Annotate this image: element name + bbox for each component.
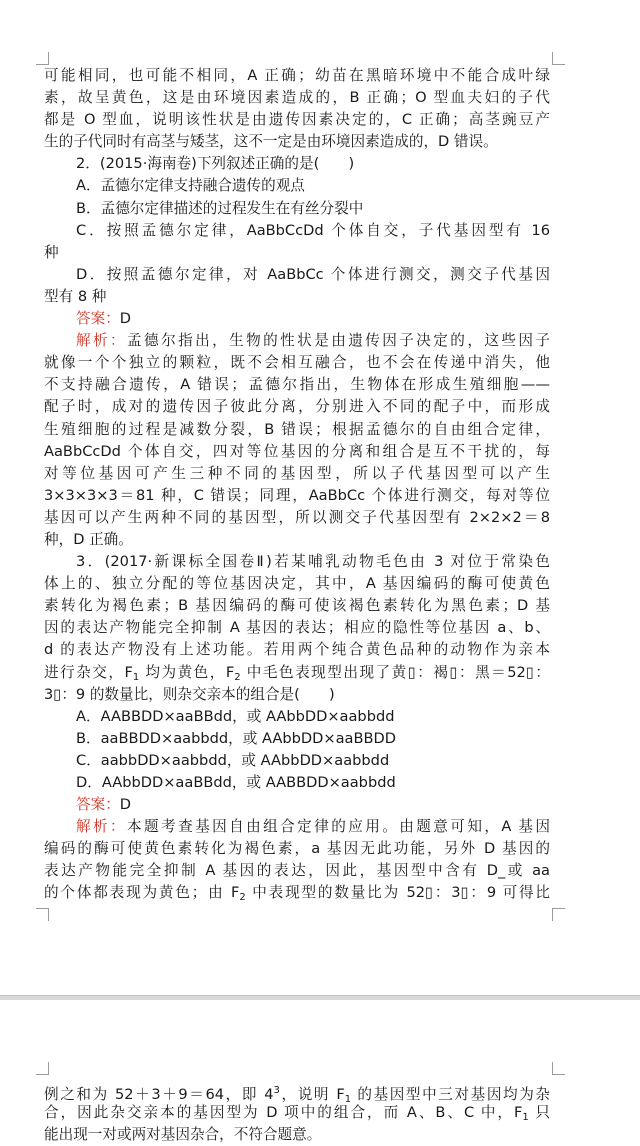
continuation-text: 例之和为 52＋3＋9＝64，即 4 [44, 1086, 274, 1103]
page-1-text [44, 65, 550, 905]
analysis-line: 表达产物能完全抑制 A 基因的表达，因此，基因型中含有 D_或 aa [44, 862, 550, 880]
analysis-line [44, 882, 550, 904]
question-3-answer [44, 794, 550, 816]
analysis-line: 生殖细胞的过程是减数分裂，B 错误；根据孟德尔的自由组合定律， [44, 420, 550, 438]
continuation-text: 的基因型中三对基因均为杂 [351, 1086, 550, 1103]
analysis-line: 基因可以产生两种不同的基因型，所以测交子代基因型有 2×2×2＝8 [44, 508, 550, 526]
question-2-option-a: A．孟德尔定律支持融合遗传的观点 [76, 177, 305, 195]
analysis-text: 中表现型的数量比为 52▯：3▯：9 可得比 [245, 884, 550, 902]
page-2-text [44, 1080, 550, 1146]
answer-label: 答案： [76, 310, 120, 328]
question-3-stem-line: d 的表达产物没有上述功能。若用两个纯合黄色品种的动物作为亲本 [44, 641, 550, 659]
stem-text: 中毛色表现型出现了黄▯：褐▯：黑＝52▯： [240, 663, 550, 681]
question-3-stem-line: 体上的、独立分配的等位基因决定，其中，A 基因编码的酶可使黄色 [44, 575, 550, 593]
superscript: 3 [273, 1085, 280, 1096]
question-2-option-b: B．孟德尔定律描述的过程发生在有丝分裂中 [76, 199, 364, 217]
page2-margin-corner-top-left [36, 1062, 49, 1075]
analysis-line: 编码的酶可使黄色素转化为褐色素，a 基因无此功能，另外 D 基因的 [44, 840, 550, 858]
subscript: 2 [239, 892, 246, 904]
question-3-option-d: D．AAbbDD×aaBBdd，或 AABBDD×aabbdd [76, 774, 396, 791]
subscript: 1 [132, 671, 140, 683]
analysis-line: 配子时，成对的遗传因子彼此分离，分别进入不同的配子中，而形成 [44, 398, 550, 416]
stem-text: 进行杂交，F [44, 663, 133, 681]
analysis-text: 本题考查基因自由组合定律的应用。由题意可知，A 基因 [127, 818, 550, 836]
subscript: 1 [344, 1094, 352, 1105]
continuation-text: 合，因此杂交亲本的基因型为 D 项中的组合，而 A、B、C 中，F [44, 1104, 523, 1122]
question-3-stem-line: 素转化为褐色素；B 基因编码的酶可使该褐色素转化为黑色素；D 基 [44, 597, 550, 615]
question-2-stem: 2．(2015·海南卷)下列叙述正确的是( ) [76, 155, 355, 173]
page-margin-corner-top-left [36, 52, 49, 65]
question-2-option-d: D．按照孟德尔定律，对 AaBbCc 个体进行测交，测交子代基因 [76, 265, 550, 283]
analysis-text: 的个体都表现为黄色；由 F [44, 884, 240, 902]
analysis-text: 孟德尔指出，生物的性状是由遗传因子决定的，这些因子 [127, 332, 550, 350]
question-3-analysis-first [44, 816, 550, 838]
page2-margin-corner-top-right [552, 1062, 565, 1075]
continuation-line [44, 1080, 550, 1105]
question-2-analysis-first [44, 330, 550, 352]
analysis-line: 种，D 正确。 [44, 530, 133, 548]
question-3-stem-cross-line [44, 662, 550, 684]
analysis-label: 解析： [76, 818, 128, 836]
continuation-line: 能出现一对或两对基因杂合，不符合题意。 [44, 1126, 322, 1144]
analysis-line: 就像一个个独立的颗粒，既不会相互融合，也不会在传递中消失，他 [44, 354, 550, 372]
question-3-stem-end: 3▯：9 的数量比，则杂交亲本的组合是( ) [44, 685, 335, 703]
question-3-stem-line: 3．(2017·新课标全国卷Ⅱ)若某哺乳动物毛色由 3 对位于常染色 [76, 553, 550, 571]
page-margin-corner-top-right [552, 52, 565, 65]
intro-line: 生的子代同时有高茎与矮茎，这不一定是由环境因素造成的，D 错误。 [44, 133, 498, 151]
answer-label: 答案： [76, 796, 120, 814]
page-margin-corner-bottom-left [36, 908, 49, 921]
question-3-stem-line: 因的表达产物能完全抑制 A 基因的表达；相应的隐性等位基因 a、b、 [44, 619, 550, 637]
analysis-line: 对等位基因可产生三种不同的基因型，所以子代基因型可以产生 [44, 464, 550, 482]
analysis-label: 解析： [76, 332, 128, 350]
continuation-line [44, 1102, 550, 1124]
analysis-line: 不支持融合遗传，A 错误；孟德尔指出，生物体在形成生殖细胞—— [44, 376, 550, 394]
analysis-line: 3×3×3×3＝81 种，C 错误；同理，AaBbCc 个体进行测交，每对等位 [44, 486, 550, 504]
question-2-option-c-cont: 种 [44, 243, 59, 261]
question-2-option-c: C．按照孟德尔定律，AaBbCcDd 个体自交，子代基因型有 16 [76, 221, 550, 239]
question-3-option-a: A．AABBDD×aaBBdd，或 AAbbDD×aabbdd [76, 707, 395, 725]
intro-line: 素，故呈黄色，这是由环境因素造成的，B 正确；O 型血夫妇的子代 [44, 89, 550, 107]
intro-line: 都是 O 型血，说明该性状是由遗传因素决定的，C 正确；高茎豌豆产 [44, 111, 550, 129]
intro-line: 可能相同，也可能不相同，A 正确；幼苗在黑暗环境中不能合成叶绿 [44, 67, 550, 84]
question-3-option-b: B．aaBBDD×aabbdd，或 AAbbDD×aaBBDD [76, 729, 396, 747]
question-2-option-d-cont: 型有 8 种 [44, 287, 107, 305]
subscript: 1 [522, 1112, 529, 1124]
answer-value: D [119, 310, 132, 328]
question-3-option-c: C．aabbDD×aabbdd，或 AAbbDD×aabbdd [76, 751, 390, 769]
question-2-answer [44, 308, 550, 330]
continuation-text: ，说明 F [279, 1086, 345, 1103]
analysis-line: AaBbCcDd 个体自交，四对等位基因的分离和组合是互不干扰的，每 [44, 442, 550, 460]
continuation-text: 只 [528, 1104, 551, 1122]
answer-value: D [119, 796, 132, 814]
stem-text: 均为黄色，F [139, 663, 235, 681]
subscript: 2 [234, 671, 241, 683]
page-margin-corner-bottom-right [552, 908, 565, 921]
